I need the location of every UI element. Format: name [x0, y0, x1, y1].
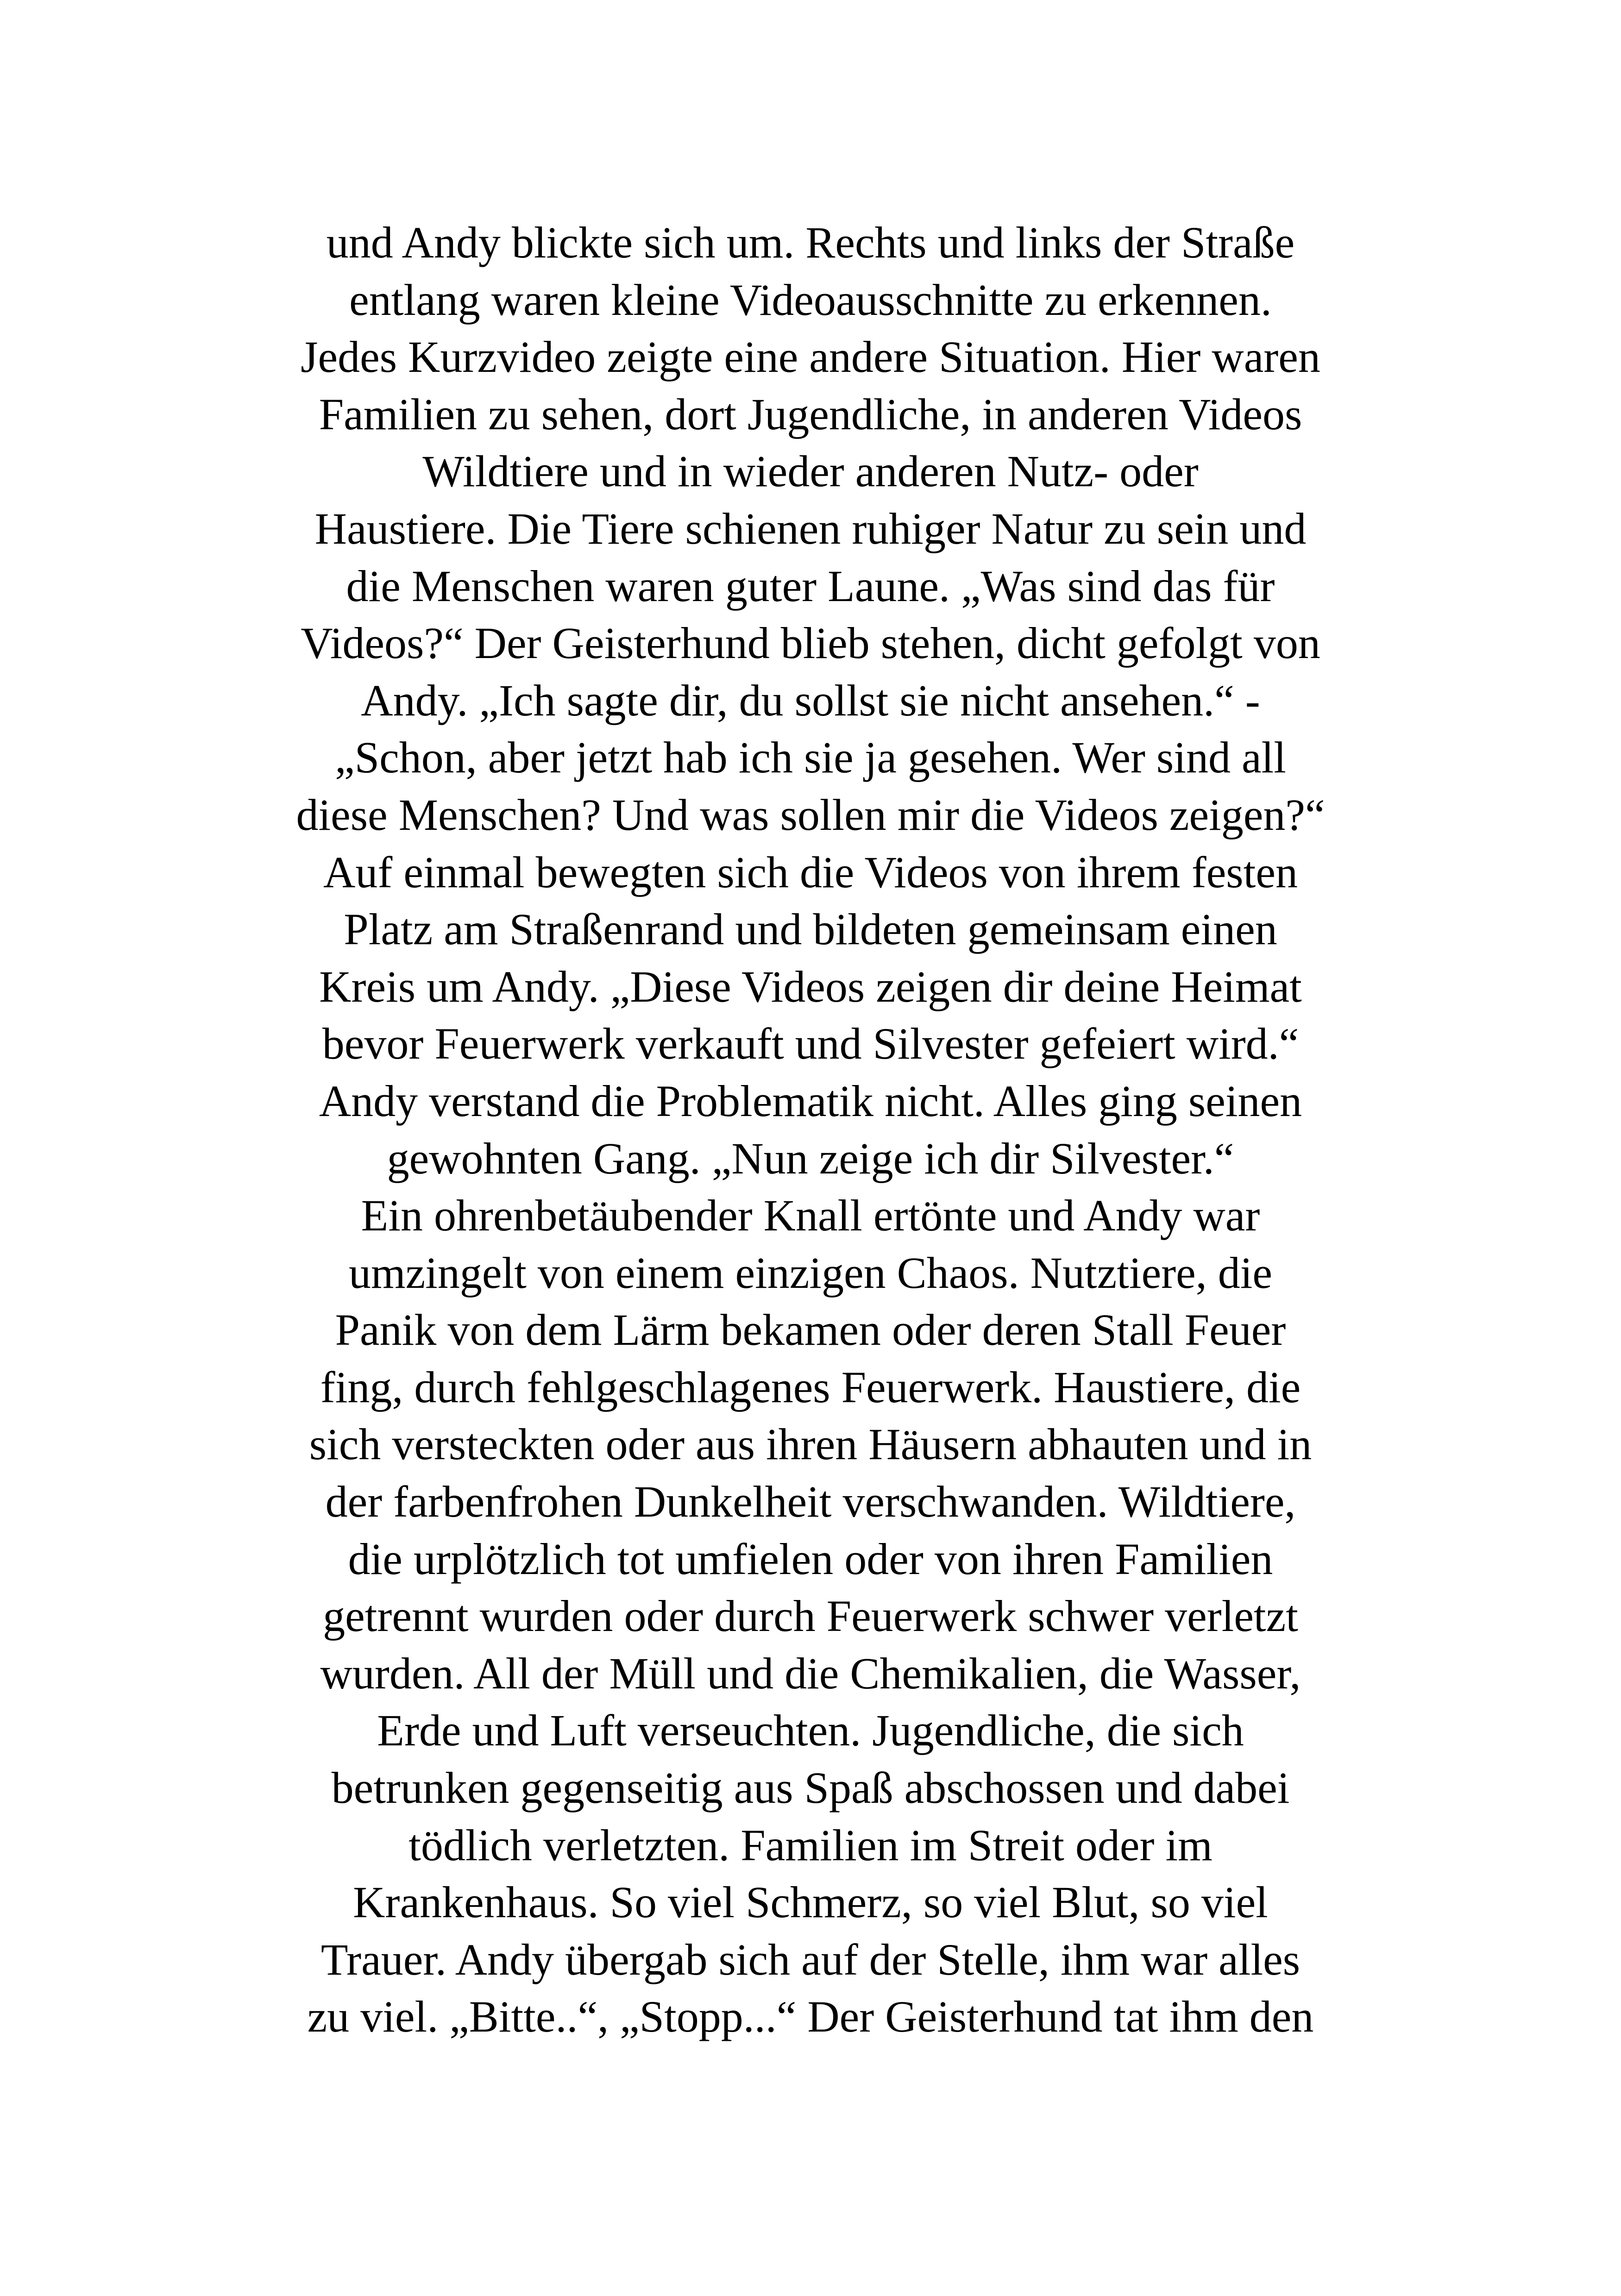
text-line: Familien zu sehen, dort Jugendliche, in anderen Videos — [319, 389, 1302, 439]
text-line: Andy verstand die Problematik nicht. Alles ging seinen — [319, 1076, 1302, 1126]
text-line: Erde und Luft verseuchten. Jugendliche, die sich — [377, 1706, 1244, 1756]
text-line: „Schon, aber jetzt hab ich sie ja gesehen. Wer sind all — [335, 733, 1286, 783]
text-line: die urplötzlich tot umfielen oder von ihren Familien — [348, 1534, 1273, 1584]
text-line: diese Menschen? Und was sollen mir die Videos zeigen?“ — [296, 790, 1325, 840]
text-line: wurden. All der Müll und die Chemikalien, die Wasser, — [320, 1648, 1301, 1698]
text-line: tödlich verletzten. Familien im Streit oder im — [408, 1820, 1213, 1870]
text-line: Haustiere. Die Tiere schienen ruhiger Natur zu sein und — [314, 503, 1307, 553]
text-line: umzingelt von einem einzigen Chaos. Nutztiere, die — [348, 1248, 1273, 1298]
text-line: Ein ohrenbetäubender Knall ertönte und Andy war — [361, 1191, 1260, 1241]
text-line: Panik von dem Lärm bekamen oder deren Stall Feuer — [335, 1305, 1286, 1355]
text-line: der farbenfrohen Dunkelheit verschwanden. Wildtiere, — [325, 1477, 1296, 1527]
text-line: fing, durch fehlgeschlagenes Feuerwerk. Haustiere, die — [320, 1362, 1301, 1412]
text-line: Kreis um Andy. „Diese Videos zeigen dir deine Heimat — [319, 961, 1302, 1011]
body-text — [195, 214, 1426, 2045]
text-line: Platz am Straßenrand und bildeten gemeinsam einen — [344, 904, 1277, 954]
text-line: Krankenhaus. So viel Schmerz, so viel Blut, so viel — [353, 1877, 1268, 1927]
text-line: Jedes Kurzvideo zeigte eine andere Situation. Hier waren — [301, 332, 1320, 382]
text-line: betrunken gegenseitig aus Spaß abschossen und dabei — [331, 1763, 1290, 1813]
text-line: zu viel. „Bitte..“, „Stopp...“ Der Geisterhund tat ihm den — [307, 1992, 1314, 2042]
text-line: getrennt wurden oder durch Feuerwerk schwer verletzt — [323, 1591, 1298, 1641]
text-line: Auf einmal bewegten sich die Videos von ihrem festen — [323, 847, 1298, 897]
text-line: die Menschen waren guter Laune. „Was sind das für — [346, 561, 1275, 611]
text-line: Wildtiere und in wieder anderen Nutz- oder — [422, 446, 1199, 496]
text-line: entlang waren kleine Videoausschnitte zu erkennen. — [349, 275, 1272, 325]
text-line: bevor Feuerwerk verkauft und Silvester gefeiert wird.“ — [322, 1019, 1299, 1069]
text-line: Andy. „Ich sagte dir, du sollst sie nicht ansehen.“ - — [361, 675, 1260, 725]
text-line: sich versteckten oder aus ihren Häusern abhauten und in — [309, 1419, 1312, 1469]
text-line: Trauer. Andy übergab sich auf der Stelle, ihm war alles — [320, 1934, 1301, 1984]
text-line: gewohnten Gang. „Nun zeige ich dir Silvester.“ — [387, 1133, 1234, 1183]
text-line: Videos?“ Der Geisterhund blieb stehen, dicht gefolgt von — [301, 618, 1320, 668]
text-line: und Andy blickte sich um. Rechts und links der Straße — [326, 218, 1295, 267]
